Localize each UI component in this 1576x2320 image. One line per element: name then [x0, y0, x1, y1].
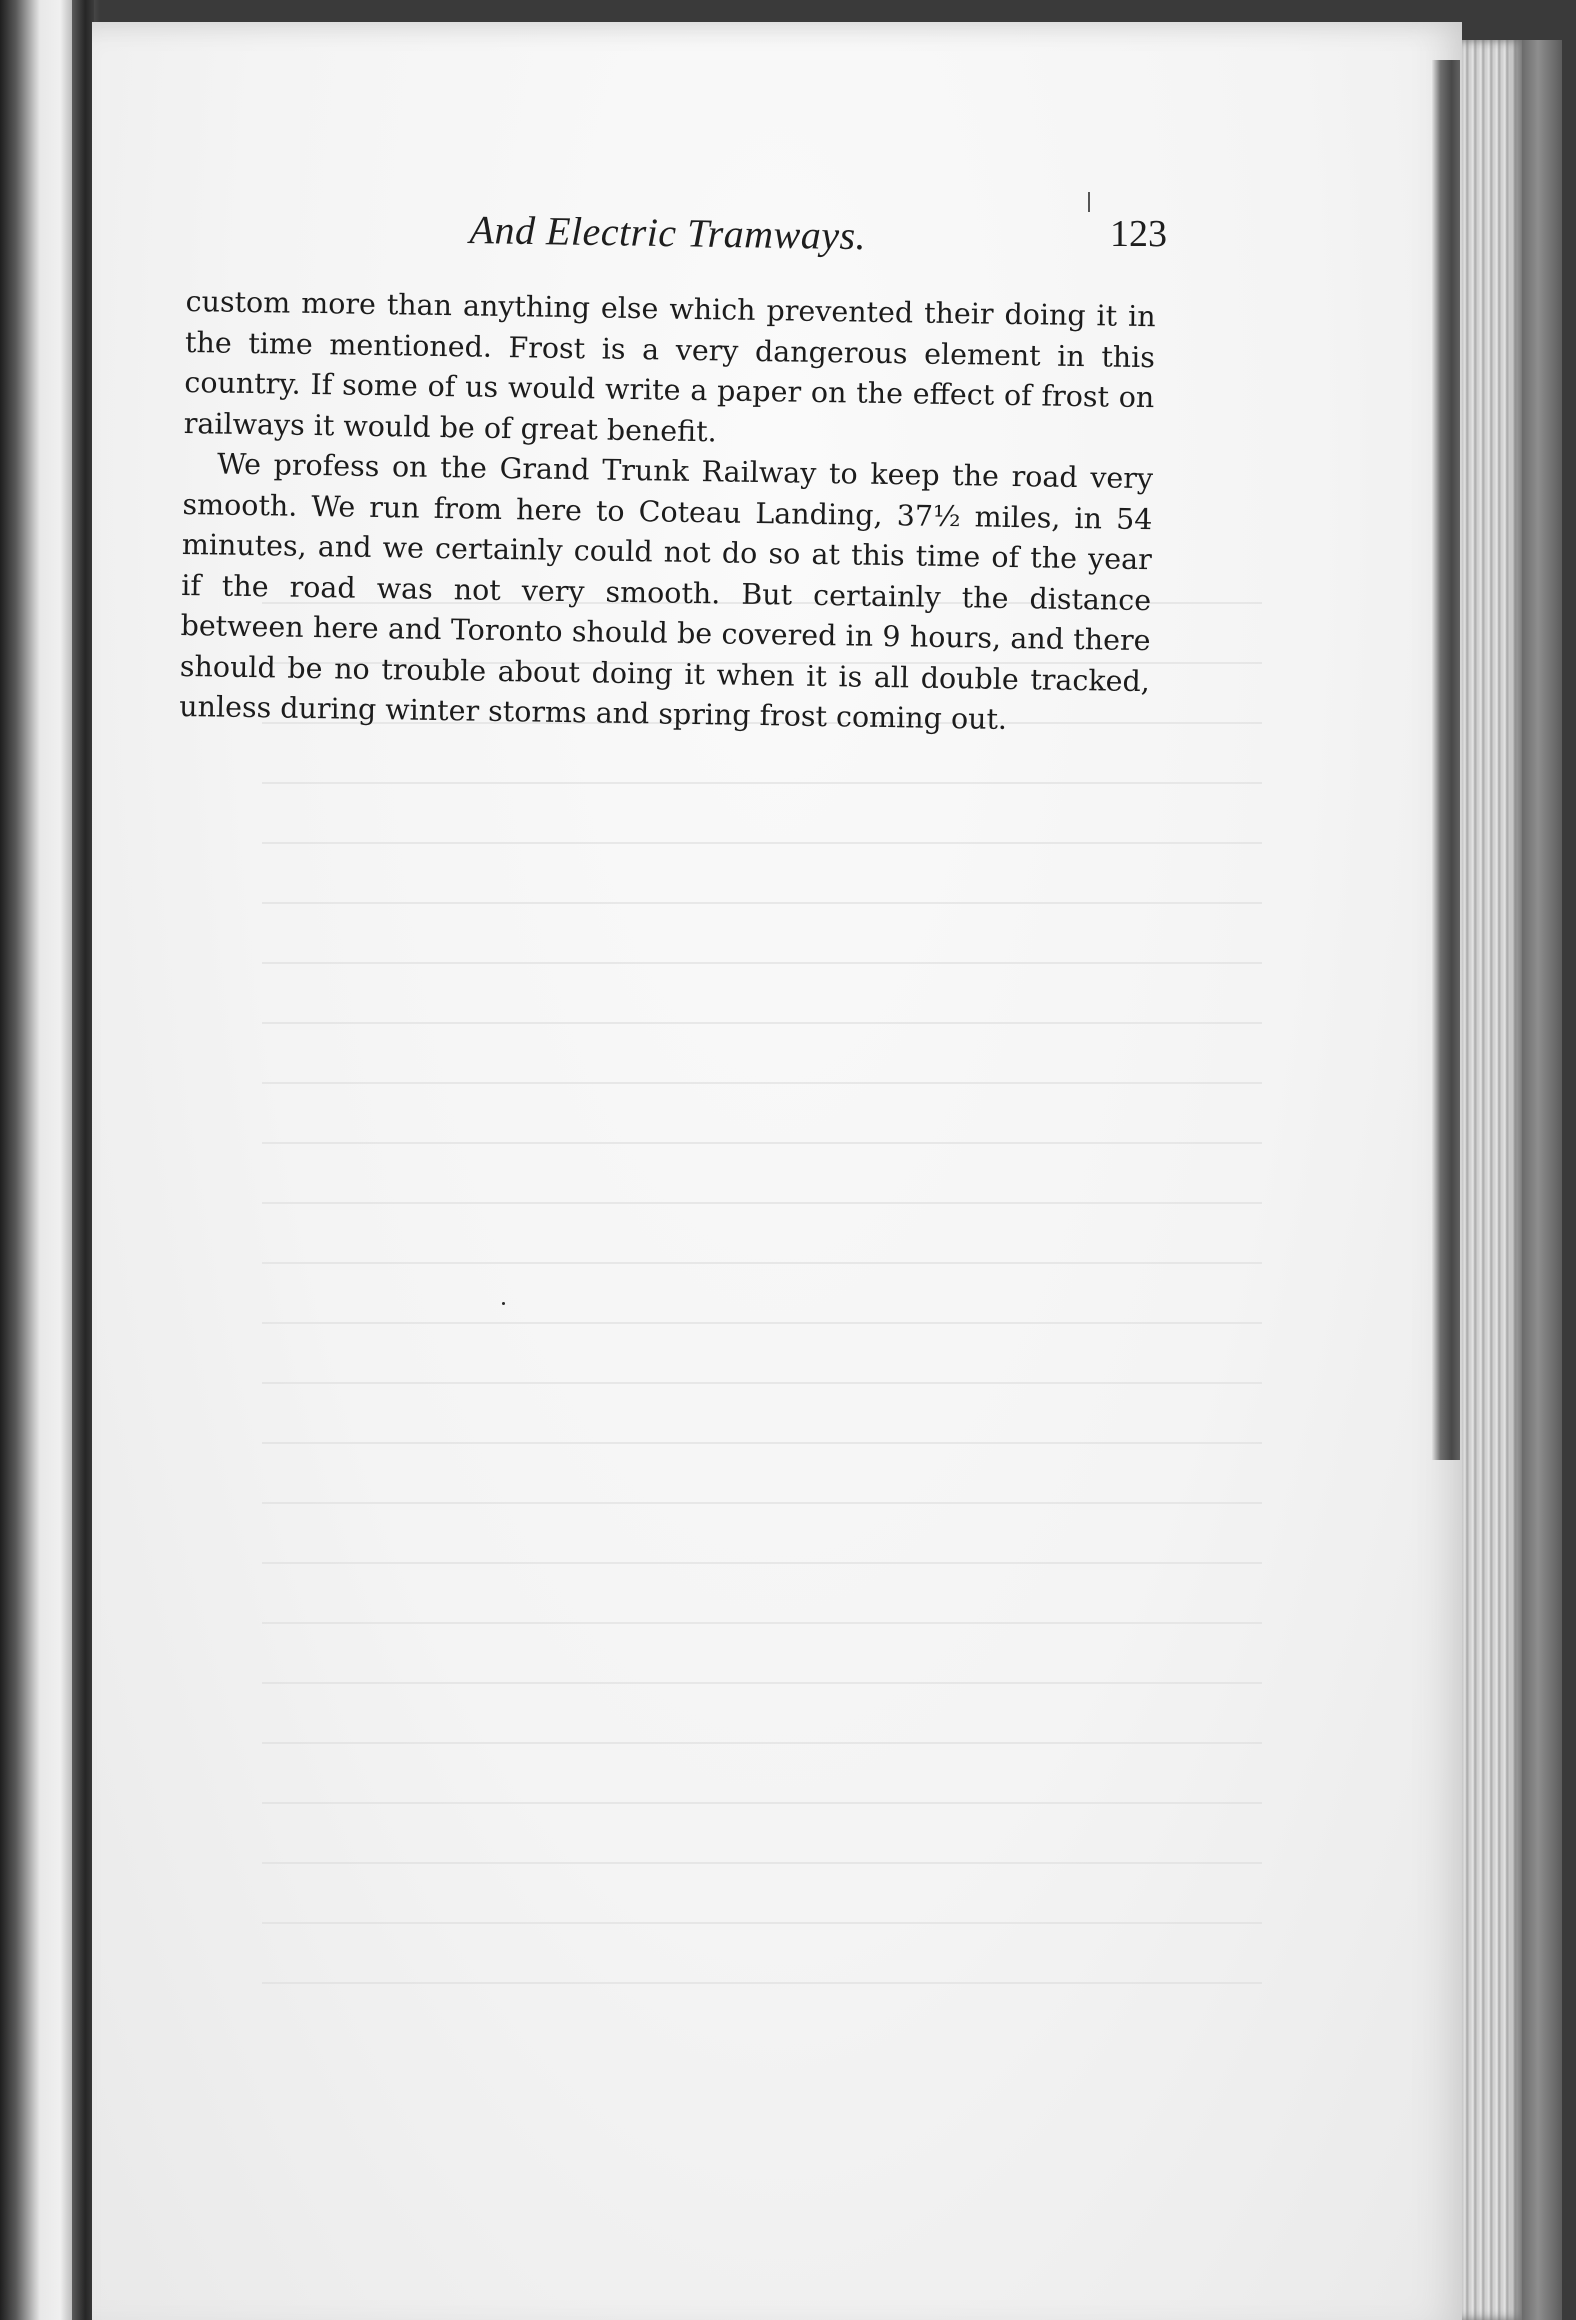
show-through-line	[262, 1202, 1262, 1204]
stacked-page-edges	[1462, 40, 1522, 2320]
paragraph: custom more than anything else which prevented their doing it in the time mentioned. Frost is a very dangerous element in this country. If some of us would write a paper on the effect of frost on railways it would be of great benefit.	[183, 284, 1156, 448]
show-through-line	[262, 1382, 1262, 1384]
show-through-line	[262, 1082, 1262, 1084]
show-through-line	[262, 902, 1262, 904]
page-edge-shadow	[1432, 60, 1460, 1460]
show-through-line	[262, 962, 1262, 964]
show-through-line	[262, 1022, 1262, 1024]
body-text	[179, 282, 1156, 743]
dust-speck	[502, 1302, 505, 1305]
book-gutter	[72, 0, 94, 2320]
running-head-title: And Electric Tramways.	[469, 206, 867, 259]
facing-page-edge	[0, 0, 72, 2320]
show-through-line	[262, 1502, 1262, 1504]
show-through-line	[262, 1562, 1262, 1564]
show-through-line	[262, 1802, 1262, 1804]
show-through-line	[262, 1742, 1262, 1744]
show-through-line	[262, 1862, 1262, 1864]
show-through-line	[262, 1982, 1262, 1984]
show-through-line	[262, 1442, 1262, 1444]
show-through-line	[262, 1622, 1262, 1624]
show-through-line	[262, 1262, 1262, 1264]
show-through-line	[262, 1682, 1262, 1684]
show-through-line	[262, 1922, 1262, 1924]
scan-mark	[1088, 192, 1090, 212]
paragraph: We profess on the Grand Trunk Railway to keep the road very smooth. We run from here to Coteau Landing, 37½ miles, in 54 minutes, and we certainly could not do so at this time of the year if the road was not very smooth. But certainly the distance between here and Toronto should be covered in 9 hours, and there should be no trouble about doing it when it is all double tracked, unless during winter storms and spring frost coming out.	[179, 447, 1154, 736]
show-through-line	[262, 1142, 1262, 1144]
show-through-line	[262, 842, 1262, 844]
show-through-line	[262, 782, 1262, 784]
show-through-line	[262, 1322, 1262, 1324]
page-number: 123	[1110, 213, 1167, 255]
